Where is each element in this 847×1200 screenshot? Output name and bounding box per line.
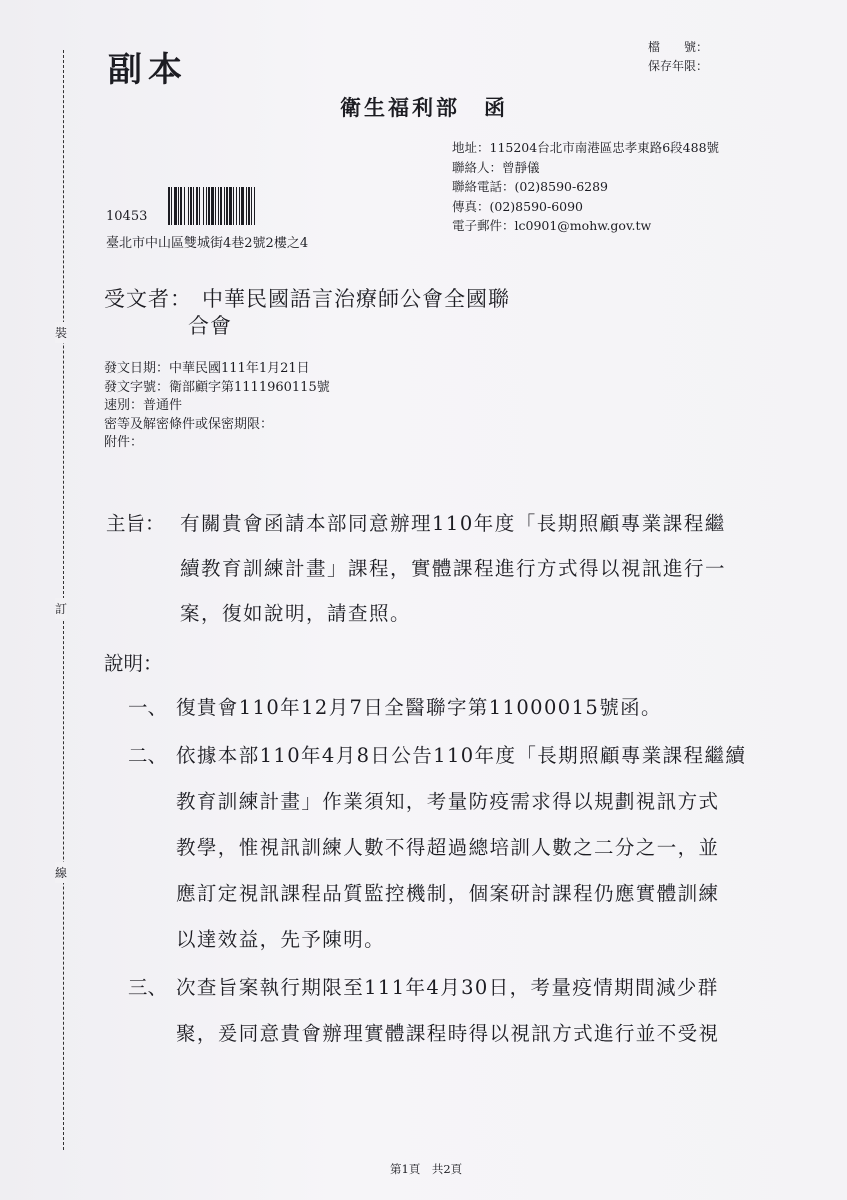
binding-mark-ding: 訂 bbox=[55, 598, 67, 619]
document-title: 衛生福利部 函 bbox=[340, 95, 508, 120]
copy-stamp: 副本 bbox=[108, 50, 188, 90]
document-meta bbox=[104, 360, 330, 453]
recipient-address: 臺北市中山區雙城街4巷2號2樓之4 bbox=[106, 236, 309, 251]
item-number: 三、 bbox=[128, 976, 168, 999]
explanation-label: 說明： bbox=[104, 652, 163, 675]
contact-block bbox=[452, 138, 719, 236]
item-number: 一、 bbox=[128, 696, 168, 719]
barcode-stripe bbox=[255, 187, 258, 225]
subject-line: 續教育訓練計畫」課程，實體課程進行方式得以視訊進行一 bbox=[180, 557, 727, 580]
page-footer: 第1頁 共2頁 bbox=[390, 1162, 463, 1176]
item-line: 依據本部110年4月8日公告110年度「長期照顧專業課程繼續 bbox=[176, 744, 747, 767]
file-meta bbox=[648, 38, 708, 76]
item-line: 以達效益，先予陳明。 bbox=[176, 928, 386, 951]
file-number-label: 檔 號： bbox=[648, 40, 709, 54]
document-number: 發文字號：衛部顧字第1111960115號 bbox=[104, 379, 330, 395]
contact-fax: 傳真：(02)8590-6090 bbox=[452, 198, 584, 214]
subject-line: 有關貴會函請本部同意辦理110年度「長期照顧專業課程繼 bbox=[180, 512, 726, 535]
subject-line: 案，復如說明，請查照。 bbox=[180, 602, 412, 625]
recipient-name-line2: 合會 bbox=[188, 314, 232, 338]
item-line: 聚，爰同意貴會辦理實體課程時得以視訊方式進行並不受視 bbox=[176, 1022, 720, 1045]
contact-phone: 聯絡電話：(02)8590-6289 bbox=[452, 179, 609, 194]
contact-email: 電子郵件：lc0901@mohw.gov.tw bbox=[452, 218, 652, 233]
item-line: 教育訓練計畫」作業須知，考量防疫需求得以規劃視訊方式 bbox=[176, 790, 720, 813]
binding-mark-zhuang: 裝 bbox=[55, 322, 67, 343]
item-number: 二、 bbox=[128, 744, 168, 767]
speed-class: 速別：普通件 bbox=[104, 398, 183, 413]
retention-label: 保存年限： bbox=[648, 59, 709, 73]
bleed-through-text bbox=[100, 118, 117, 141]
barcode bbox=[168, 187, 346, 225]
attachment-label: 附件： bbox=[104, 435, 144, 450]
recipient-label: 受文者： bbox=[104, 287, 192, 311]
item-line: 教學，惟視訊訓練人數不得超過總培訓人數之二分之一，並 bbox=[176, 836, 720, 859]
item-line: 應訂定視訊課程品質監控機制，個案研討課程仍應實體訓練 bbox=[176, 882, 720, 905]
postal-code: 10453 bbox=[106, 209, 148, 224]
issue-date: 發文日期：中華民國111年1月21日 bbox=[104, 361, 310, 376]
subject-label: 主旨： bbox=[106, 512, 165, 535]
secrecy-level: 密等及解密條件或保密期限： bbox=[104, 416, 274, 432]
contact-person: 聯絡人：曾靜儀 bbox=[452, 159, 540, 175]
binding-mark-xian: 線 bbox=[55, 862, 67, 883]
item-line: 復貴會110年12月7日全醫聯字第11000015號函。 bbox=[176, 696, 662, 719]
item-line: 次查旨案執行期限至111年4月30日，考量疫情期間減少群 bbox=[176, 976, 719, 999]
contact-address: 地址：115204台北市南港區忠孝東路6段488號 bbox=[452, 140, 720, 155]
recipient-name-line1: 中華民國語言治療師公會全國聯 bbox=[202, 287, 510, 311]
